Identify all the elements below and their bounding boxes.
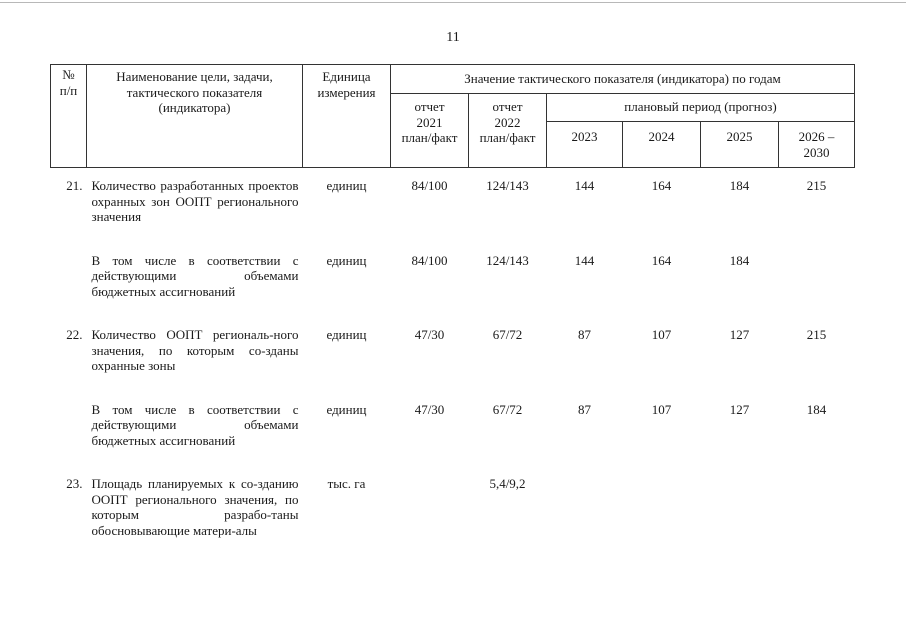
unit-cell: тыс. га: [327, 476, 366, 491]
indicator-name: В том числе в соответствии с действующими объемами бюджетных ассигнований: [91, 401, 299, 448]
indicator-name: Количество разработанных проектов охранных зон ООПТ регионального значения: [91, 178, 299, 224]
year-2026-2030-cell: 215: [806, 327, 827, 342]
year-2026-2030-cell: 184: [806, 401, 827, 417]
row-number: 23.: [66, 476, 83, 491]
header-name: [87, 65, 303, 168]
report-2021-cell: 84/100: [411, 178, 448, 193]
header-report-2022: [469, 94, 547, 168]
year-2024-cell: 107: [651, 401, 672, 417]
indicator-name: Площадь планируемых к со-зданию ООПТ регионального значения, по которым разрабо-таны обосновывающие матери-алы: [91, 476, 299, 538]
report-2022-cell: 5,4/9,2: [489, 476, 526, 491]
indicators-table: [50, 64, 855, 538]
year-2023-cell: [547, 448, 623, 538]
header-report-2021-text: отчет 2021 план/факт: [401, 99, 458, 145]
table-row: [51, 374, 855, 449]
year-2023-cell: 87: [578, 401, 591, 417]
header-report-2022-text: отчет 2022 план/факт: [479, 99, 536, 145]
year-2025-cell: 184: [729, 178, 750, 193]
header-plan-period: плановый период (прогноз): [547, 94, 855, 122]
year-2024-cell: 107: [651, 327, 672, 342]
unit-cell: единиц: [326, 178, 367, 193]
page-number: 11: [446, 30, 460, 45]
year-2023-cell: 144: [574, 252, 595, 268]
report-2022-cell: 124/143: [486, 252, 529, 268]
header-year-2026-2030: [779, 122, 855, 168]
header-values-group: Значение тактического показателя (индикатора) по годам: [391, 65, 855, 94]
report-2021-cell: [391, 448, 469, 538]
row-number: [51, 225, 87, 300]
unit-cell: единиц: [326, 327, 367, 342]
row-number: [51, 374, 87, 449]
year-2025-cell: 184: [729, 252, 750, 268]
header-unit: [303, 65, 391, 168]
report-2022-cell: 124/143: [486, 178, 529, 193]
report-2021-cell: 47/30: [414, 327, 445, 342]
unit-cell: единиц: [326, 401, 367, 417]
row-number: 21.: [66, 178, 83, 193]
header-year-2026-2030-text: 2026 – 2030: [798, 129, 835, 160]
year-2026-2030-cell: [779, 225, 855, 300]
header-year-2023: 2023: [547, 122, 623, 168]
table-row: [51, 225, 855, 300]
header-unit-text: Единица измерения: [317, 69, 376, 100]
header-name-text: Наименование цели, задачи, тактического показателя (индикатора): [116, 69, 273, 115]
table-row: [51, 299, 855, 374]
year-2026-2030-cell: [779, 448, 855, 538]
header-row-1: [51, 65, 855, 94]
unit-cell: единиц: [326, 252, 367, 268]
table-row: [51, 168, 855, 225]
report-2022-cell: 67/72: [492, 401, 523, 417]
indicator-name: Количество ООПТ региональ-ного значения, по которым со-зданы охранные зоны: [91, 327, 299, 373]
header-num-text: № п/п: [59, 67, 78, 98]
report-2021-cell: 47/30: [414, 401, 445, 417]
scan-top-edge: [0, 2, 906, 3]
header-year-2024: 2024: [623, 122, 701, 168]
year-2024-cell: 164: [651, 252, 672, 268]
header-report-2021: [391, 94, 469, 168]
indicator-name: В том числе в соответствии с действующими объемами бюджетных ассигнований: [91, 252, 299, 299]
year-2025-cell: 127: [729, 401, 750, 417]
year-2025-cell: 127: [729, 327, 750, 342]
year-2024-cell: [623, 448, 701, 538]
year-2025-cell: [701, 448, 779, 538]
report-2022-cell: 67/72: [492, 327, 523, 342]
report-2021-cell: 84/100: [411, 252, 448, 268]
year-2023-cell: 144: [574, 178, 595, 193]
header-num: [51, 65, 87, 168]
year-2023-cell: 87: [578, 327, 591, 342]
header-year-2025: 2025: [701, 122, 779, 168]
table-row: [51, 448, 855, 538]
year-2026-2030-cell: 215: [806, 178, 827, 193]
year-2024-cell: 164: [651, 178, 672, 193]
row-number: 22.: [66, 327, 83, 342]
